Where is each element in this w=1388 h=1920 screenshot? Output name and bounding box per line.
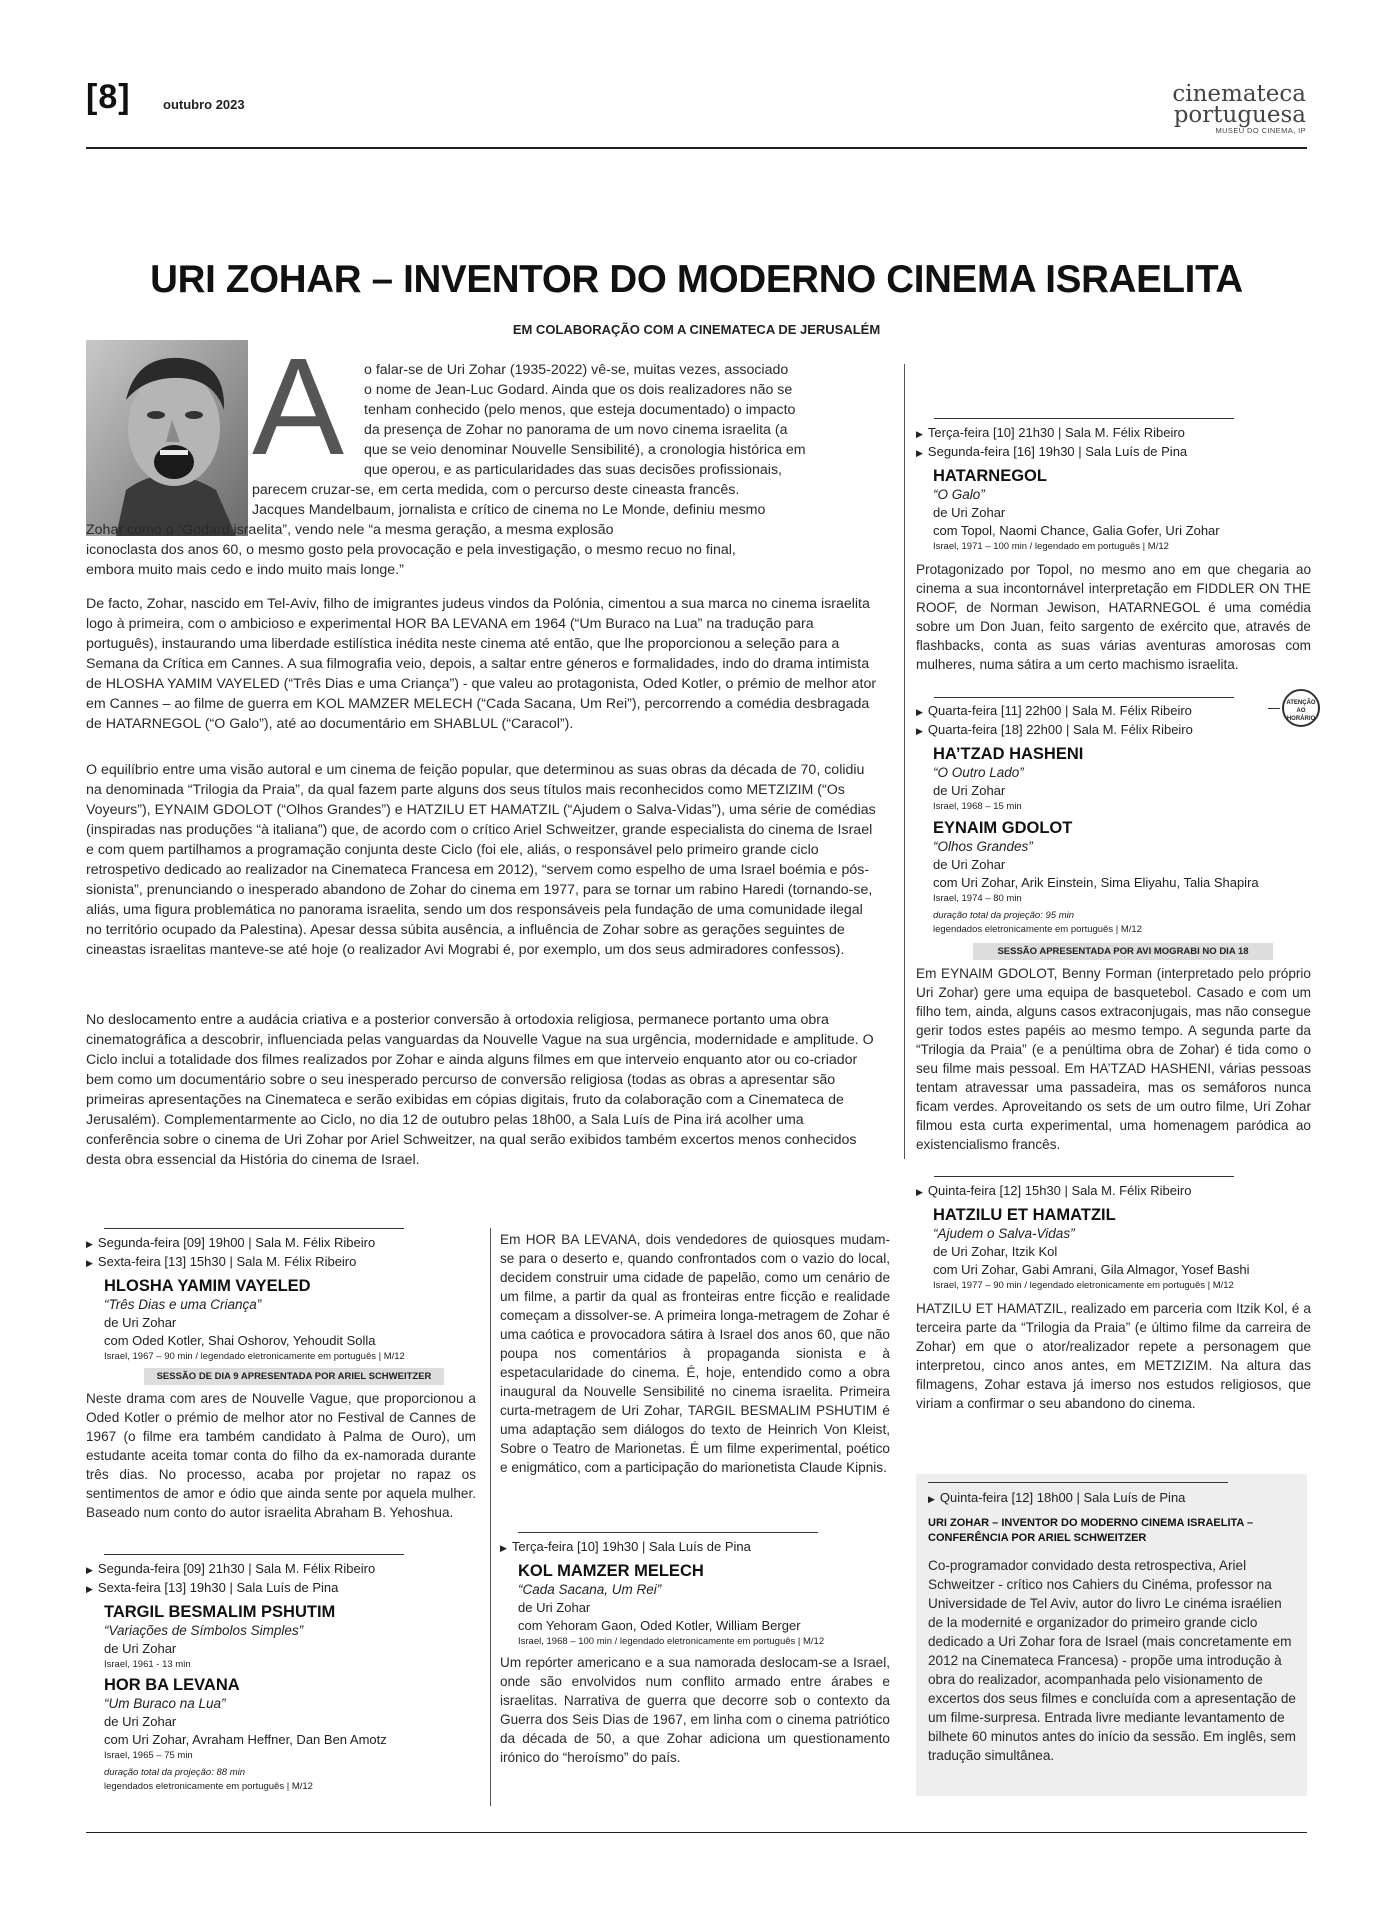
film-cast: com Yehoram Gaon, Oded Kotler, William Berger [518, 1618, 801, 1633]
session-date[interactable]: ▶ Terça-feira [10] 19h30 | Sala Luís de Pina [500, 1539, 751, 1554]
session-rule [928, 1482, 1228, 1483]
intro-paragraph-mid [252, 480, 878, 520]
film-meta: Israel, 1974 – 80 min [933, 893, 1022, 904]
drop-cap: A [252, 330, 345, 484]
film-translation: “Ajudem o Salva-Vidas” [933, 1226, 1075, 1241]
header-rule [86, 147, 1307, 149]
film-title: EYNAIM GDOLOT [933, 819, 1073, 837]
horba-targil-description: Em HOR BA LEVANA, dois vendedores de quiosques mudam-se para o deserto e, quando confrontados com o vazio do local, decidem construir uma cidade de papelão, como um cenário de um filme, a partir da qual as fronteiras entre ficção e realidade começam a dissolver-se. A primeira longa-metragem de Zohar é uma caótica e provocadora sátira à Israel dos anos 60, que não poupa nos comentários à propaganda sionista e à espetacularidade do cinema. É, hoje, entendido como a obra inaugural da Nouvelle Sensibilité no cinema israelita. Primeira curta-metragem de Uri Zohar, TARGIL BESMALIM PSHUTIM é uma adaptação sem diálogos do texto de Heinrich Von Kleist, Sobre o Teatro de Marionetas. É um filme experimental, poético e enigmático, com a participação do marionetista Claude Kipnis. [500, 1232, 890, 1475]
intro-line: que se veio denominar Nouvelle Sensibilité), a cronologia histórica em [364, 442, 806, 458]
session-date[interactable]: ▶ Segunda-feira [09] 21h30 | Sala M. Félix Ribeiro [86, 1561, 376, 1576]
play-triangle-icon: ▶ [86, 1258, 93, 1268]
film-title: TARGIL BESMALIM PSHUTIM [104, 1603, 336, 1621]
film-meta: Israel, 1968 – 100 min / legendado eletronicamente em português | M/12 [518, 1636, 825, 1647]
session-rule [104, 1228, 404, 1229]
film-description: Neste drama com ares de Nouvelle Vague, que proporcionou a Oded Kotler o prémio de melhor ator no Festival de Cannes de 1967 (o filme era também candidato à Palma de Ouro), um estudante aceita tomar conta do filho da ex-namorada durante três dias. No processo, acaba por projetar no rapaz os sentimentos de amor e ódio que ainda sente por aquela mulher. Baseado num conto do autor israelita Abraham B. Yehoshua. [86, 1391, 476, 1520]
film-cast: com Oded Kotler, Shai Oshorov, Yehoudit Solla [104, 1333, 376, 1348]
session-rule [934, 697, 1234, 698]
film-description: HATZILU ET HAMATZIL, realizado em parceria com Itzik Kol, é a terceira parte da “Trilogia da Praia” (e último filme da carreira de Zohar) em que o ator/realizador repete a personagem que interpretou, cinco anos antes, em METZIZIM. Na altura das filmagens, Zohar estava já imerso nos estudos religiosos, que viriam a confirmar o seu abandono do cinema. [916, 1301, 1311, 1411]
footer-rule [86, 1832, 1307, 1833]
film-description: Um repórter americano e a sua namorada deslocam-se a Israel, onde são envolvidos num conflito armado entre árabes e israelitas. Narrativa de guerra que decorre sob o contexto da Guerra dos Seis Dias de 1967, em linha com o cinema patriótico da década de 50, a que Zohar adiciona um questionamento irónico do “heroísmo” do país. [500, 1655, 890, 1765]
session-rule [518, 1532, 818, 1533]
film-cast: com Uri Zohar, Avraham Heffner, Dan Ben Amotz [104, 1732, 387, 1747]
page-number: [8] [86, 78, 131, 116]
body-paragraph-2: De facto, Zohar, nascido em Tel-Aviv, filho de imigrantes judeus vindos da Polónia, cimentou a sua marca no cinema israelita logo à primeira, com o ambicioso e experimental HOR BA LEVANA em 1964 (“Um Buraco na Lua” na tradução para português), instaurando uma liberdade estilística inédita neste cinema até então, que lhe proporcionou a seleção para a Semana da Crítica em Cannes. A sua filmografia veio, depois, a saltar entre géneros e formalidades, indo do drama intimista de HLOSHA YAMIM VAYELED (“Três Dias e uma Criança”) - que valeu ao protagonista, Oded Kotler, o prémio de melhor ator em Cannes – ao filme de guerra em KOL MAMZER MELECH (“Cada Sacana, Um Rei”), percorrendo a comédia desbragada de HATARNEGOL (“O Galo”), até ao documentário em SHABLUL (“Caracol”). [86, 596, 877, 732]
play-triangle-icon: ▶ [916, 448, 923, 458]
film-translation: “Variações de Símbolos Simples” [104, 1623, 304, 1638]
film-translation: “O Outro Lado” [933, 765, 1024, 780]
logo-line-2: portuguesa [1173, 102, 1306, 128]
conference-title: URI ZOHAR – INVENTOR DO MODERNO CINEMA ISRAELITA – CONFERÊNCIA POR ARIEL SCHWEITZER [928, 1517, 1254, 1544]
logo-line-1: cinemateca [1172, 81, 1306, 107]
session-rule [934, 418, 1234, 419]
film-translation: “Um Buraco na Lua” [104, 1696, 226, 1711]
film-title: HA’TZAD HASHENI [933, 745, 1084, 763]
intro-line: iconoclasta dos anos 60, o mesmo gosto pela provocação e pela investigação, o mesmo recuo no final, [86, 542, 736, 558]
film-director: de Uri Zohar [933, 505, 1006, 520]
body-paragraph-4: No deslocamento entre a audácia criativa e a posterior conversão à ortodoxia religiosa, permanece portanto uma obra cinematográfica a descobrir, influenciada pelas vanguardas da Nouvelle Vague na sua urgência, modernidade e amplitude. O Ciclo inclui a totalidade dos filmes realizados por Zohar e ainda alguns filmes em que interveio enquanto ator ou co-criador bem como um documentário sobre o seu inesperado percurso de conversão religiosa (todas as obras a apresentar são primeiras apresentações na Cinemateca e serão exibidas em cópias digitais, fruto da colaboração com a Cinemateca de Jerusalém). Complementarmente ao Ciclo, no dia 12 de outubro pelas 18h00, a Sala Luís de Pina irá acolher uma conferência sobre o cinema de Uri Zohar por Ariel Schweitzer, na qual serão exibidos também excertos menos conhecidos desta obra essencial da História do cinema de Israel. [86, 1012, 874, 1168]
body-paragraph-3: O equilíbrio entre uma visão autoral e um cinema de feição popular, que determinou as suas obras da década de 70, colidiu na denominada “Trilogia da Praia”, da qual fazem parte alguns dos seus títulos mais reconhecidos como METZIZIM (“Os Voyeurs”), EYNAIM GDOLOT (“Olhos Grandes”) e HATZILU ET HAMATZIL (“Ajudem o Salva-Vidas”), uma série de comédias (inspiradas nas produções “à italiana”) que, de acordo com o crítico Ariel Schweitzer, grande especialista do cinema de Israel e com quem partilhamos a programação conjunta deste Ciclo (foi ele, aliás, o responsável pelo primeiro grande ciclo retrospetivo dedicado ao realizador na Cinemateca Francesa em 2012), “servem como espelho de uma Israel boémia e pós-sionista”, prenunciando o inesperado abandono de Zohar do cinema em 1977, para se tornar um rabino Haredi (tornando-se, aliás, uma figura problemática no panorama israelita, sendo um dos responsáveis pela fundação de uma comunidade ilegal no território ocupado da Palestina). Apesar dessa súbita ausência, a influência de Zohar sobre as gerações seguintes de cineastas israelitas manteve-se até hoje (o realizador Avi Mograbi é, por exemplo, um dos seus admiradores confessos). [86, 762, 876, 958]
film-meta: Israel, 1977 – 90 min / legendado eletronicamente em português | M/12 [933, 1280, 1234, 1291]
session-hatarnegol [916, 424, 1311, 674]
play-triangle-icon: ▶ [916, 429, 923, 439]
session-hatzilu [916, 1182, 1311, 1413]
issue-date: outubro 2023 [163, 97, 245, 112]
film-title: HATZILU ET HAMATZIL [933, 1206, 1116, 1224]
total-duration: duração total da projeção: 95 min [933, 910, 1075, 921]
play-triangle-icon: ▶ [916, 1187, 923, 1197]
film-description: Em EYNAIM GDOLOT, Benny Forman (interpretado pelo próprio Uri Zohar) gere uma equipa de basquetebol. Casado e com um filho tem, ainda, alguns casos extraconjugais, mas não consegue gerir todos estes papéis ao mesmo tempo. A segunda parte da “Trilogia da Praia” (e a penúltima obra de Zohar) é tida como o seu filme mais pessoal. Em HA’TZAD HASHENI, várias pessoas tentam atravessar uma passadeira, mas os semáforos nunca ficam verdes. Aproveitando os sets de um outro filme, Uri Zohar filmou esta curta experimental, uma homenagem paródica ao existencialismo francês. [916, 966, 1311, 1152]
film-description: Protagonizado por Topol, no mesmo ano em que chegaria ao cinema a sua incontornável interpretação em FIDDLER ON THE ROOF, de Norman Jewison, HATARNEGOL é uma comédia sobre um Don Juan, feito sargento de exército que, através de flashbacks, conta as suas várias aventuras amorosas com mulheres, numa sátira a um certo machismo israelita. [916, 562, 1311, 672]
session-date[interactable]: ▶ Quinta-feira [12] 15h30 | Sala M. Félix Ribeiro [916, 1183, 1192, 1198]
logo-line-3: MUSEU DO CINEMA, IP [1215, 126, 1306, 135]
film-meta: Israel, 1961 - 13 min [104, 1659, 191, 1670]
intro-line: Zohar como o “Godard israelita”, vendo nele “a mesma geração, a mesma explosão [86, 522, 614, 538]
play-triangle-icon: ▶ [916, 707, 923, 717]
session-conference [928, 1482, 1297, 1765]
film-director: de Uri Zohar [104, 1315, 177, 1330]
conference-description: Co-programador convidado desta retrospectiva, Ariel Schweitzer - crítico nos Cahiers du Cinéma, professor na Universidade de Tel Aviv, autor do livro Le cinéma israélien de la modernité e organizador do primeiro grande ciclo dedicado a Uri Zohar fora de Israel (mais concretamente em 2012 na Cinemateca Francesa) - propõe uma introdução à obra do realizador, acompanhada pelo visionamento de excertos dos seus filmes e concluída com a apresentação de um filme-surpresa. Entrada livre mediante levantamento de bilhete 60 minutos antes do início da sessão. Em inglês, sem tradução simultânea. [928, 1558, 1296, 1763]
film-meta: Israel, 1971 – 100 min / legendado em português | M/12 [933, 541, 1169, 552]
film-cast: com Topol, Naomi Chance, Galia Gofer, Uri Zohar [933, 523, 1220, 538]
play-triangle-icon: ▶ [500, 1543, 507, 1553]
subtitles-note: legendados eletronicamente em português | M/12 [104, 1781, 313, 1792]
play-triangle-icon: ▶ [928, 1494, 935, 1504]
film-director: de Uri Zohar, Itzik Kol [933, 1244, 1058, 1259]
play-triangle-icon: ▶ [916, 726, 923, 736]
session-date[interactable]: ▶ Segunda-feira [16] 19h30 | Sala Luís de Pina [916, 444, 1188, 459]
play-triangle-icon: ▶ [86, 1239, 93, 1249]
intro-line: tenham conhecido (pelo menos, que esteja documentado) o impacto [364, 402, 796, 418]
session-date[interactable]: ▶ Sexta-feira [13] 15h30 | Sala M. Félix Ribeiro [86, 1254, 357, 1269]
film-translation: “Cada Sacana, Um Rei” [518, 1582, 662, 1597]
film-title: HATARNEGOL [933, 467, 1047, 485]
page-title: URI ZOHAR – INVENTOR DO MODERNO CINEMA ISRAELITA [150, 258, 1243, 301]
session-hlosha [86, 1234, 476, 1522]
session-date[interactable]: ▶ Terça-feira [10] 21h30 | Sala M. Félix Ribeiro [916, 425, 1185, 440]
session-date[interactable]: ▶ Sexta-feira [13] 19h30 | Sala Luís de Pina [86, 1580, 339, 1595]
session-targil [86, 1560, 476, 1794]
cinemateca-logo[interactable] [1172, 81, 1306, 136]
film-meta: Israel, 1968 – 15 min [933, 801, 1022, 812]
total-duration: duração total da projeção: 88 min [104, 1767, 246, 1778]
film-translation: “Três Dias e uma Criança” [104, 1297, 262, 1312]
session-date[interactable]: ▶ Quarta-feira [18] 22h00 | Sala M. Félix Ribeiro [916, 722, 1193, 737]
film-translation: “O Galo” [933, 487, 985, 502]
session-rule [104, 1554, 404, 1555]
column-divider [490, 1228, 491, 1806]
film-meta: Israel, 1967 – 90 min / legendado eletronicamente em português | M/12 [104, 1351, 405, 1362]
play-triangle-icon: ▶ [86, 1565, 93, 1575]
portrait-illustration [86, 340, 248, 536]
session-rule [934, 1176, 1234, 1177]
session-hatzad-eynaim [916, 702, 1311, 1154]
intro-line: o falar-se de Uri Zohar (1935-2022) vê-se, muitas vezes, associado [364, 362, 789, 378]
film-cast: com Uri Zohar, Gabi Amrani, Gila Almagor, Yosef Bashi [933, 1262, 1250, 1277]
uri-zohar-photo [86, 340, 248, 536]
intro-line: o nome de Jean-Luc Godard. Ainda que os dois realizadores não se [364, 382, 793, 398]
film-cast: com Uri Zohar, Arik Einstein, Sima Eliyahu, Talia Shapira [933, 875, 1259, 890]
session-date[interactable]: ▶ Quinta-feira [12] 18h00 | Sala Luís de Pina [928, 1490, 1186, 1505]
column-divider [904, 364, 905, 1159]
page-subtitle: EM COLABORAÇÃO COM A CINEMATECA DE JERUSALÉM [512, 322, 881, 337]
intro-paragraph-end [86, 520, 878, 580]
film-director: de Uri Zohar [518, 1600, 591, 1615]
film-director: de Uri Zohar [933, 857, 1006, 872]
intro-line: parecem cruzar-se, em certa medida, com o percurso deste cineasta francês. [252, 482, 740, 498]
film-title: HOR BA LEVANA [104, 1676, 240, 1694]
intro-line: embora muito mais cedo e indo muito mais longe.” [86, 562, 404, 578]
session-kol [500, 1538, 890, 1767]
attention-time-stamp: ATENÇÃO AO HORÁRIO [1282, 689, 1320, 727]
play-triangle-icon: ▶ [86, 1584, 93, 1594]
film-title: HLOSHA YAMIM VAYELED [104, 1277, 311, 1295]
presenter-band: SESSÃO APRESENTADA POR AVI MOGRABI NO DIA 18 [973, 943, 1273, 960]
film-director: de Uri Zohar [104, 1641, 177, 1656]
film-translation: “Olhos Grandes” [933, 839, 1033, 854]
film-director: de Uri Zohar [104, 1714, 177, 1729]
film-title: KOL MAMZER MELECH [518, 1562, 704, 1580]
session-date[interactable]: ▶ Segunda-feira [09] 19h00 | Sala M. Félix Ribeiro [86, 1235, 376, 1250]
intro-line: Jacques Mandelbaum, jornalista e crítico de cinema no Le Monde, definiu mesmo [252, 502, 766, 518]
intro-line: que operou, e as particularidades das suas decisões profissionais, [364, 462, 782, 478]
session-date[interactable]: ▶ Quarta-feira [11] 22h00 | Sala M. Félix Ribeiro [916, 703, 1192, 718]
film-meta: Israel, 1965 – 75 min [104, 1750, 193, 1761]
film-director: de Uri Zohar [933, 783, 1006, 798]
presenter-band: SESSÃO DE DIA 9 APRESENTADA POR ARIEL SCHWEITZER [144, 1368, 444, 1385]
intro-paragraph-start [364, 360, 876, 480]
subtitles-note: legendados eletronicamente em português | M/12 [933, 924, 1142, 935]
intro-line: da presença de Zohar no panorama de um novo cinema israelita (a [364, 422, 788, 438]
